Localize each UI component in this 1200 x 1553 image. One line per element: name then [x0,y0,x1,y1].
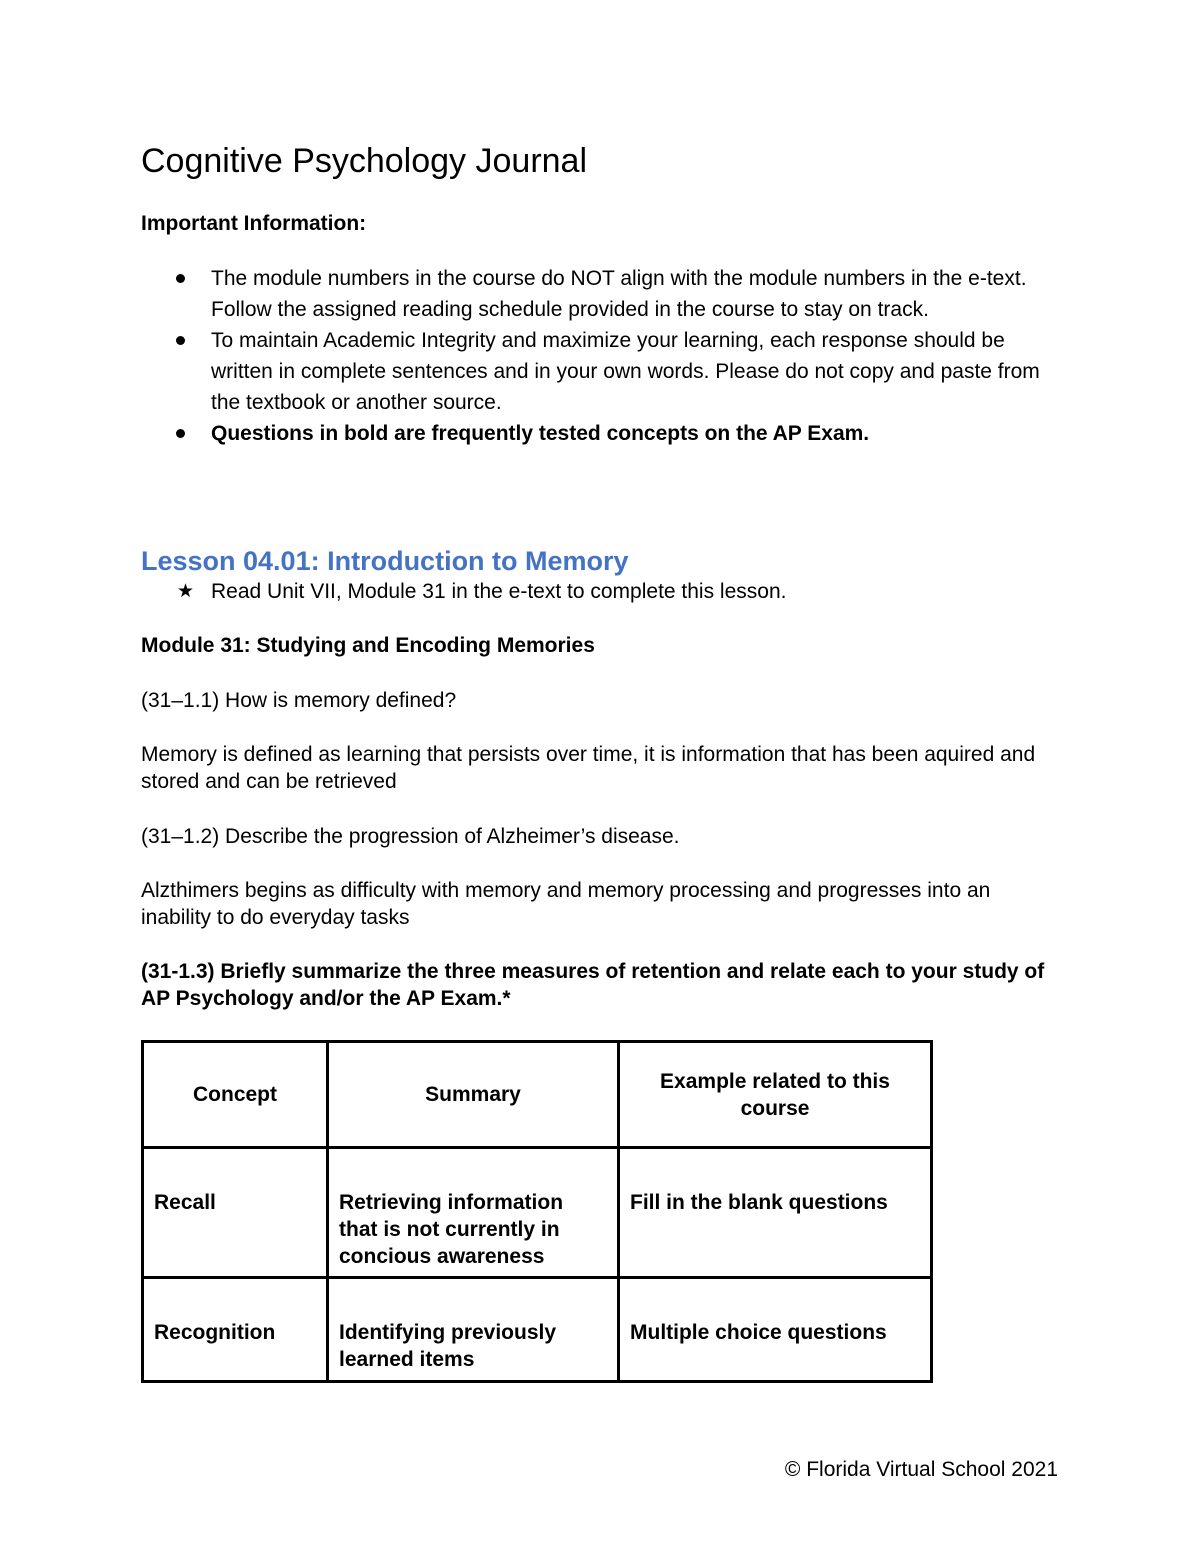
table-header-cell: Concept [143,1042,328,1148]
table-cell: Fill in the blank questions [619,1148,932,1278]
bullet-text: Questions in bold are frequently tested concepts on the AP Exam. [211,422,870,445]
question-answer-1: Memory is defined as learning that persists over time, it is information that has been aquired and stored and can be retrieved [141,743,1036,793]
table-cell: Retrieving information that is not currently in concious awareness [328,1148,619,1278]
table-header-cell: Summary [328,1042,619,1148]
question-prompt-2: (31–1.2) Describe the progression of Alzheimer’s disease. [141,825,680,848]
bullet-icon [176,274,185,283]
question-answer-2: Alzthimers begins as difficulty with memory and memory processing and progresses into an inability to do everyday tasks [141,879,991,929]
table-header-cell: Example related to this course [619,1042,932,1148]
table-cell: Recognition [143,1278,328,1382]
list-item [141,263,1061,325]
star-icon: ★ [177,581,195,602]
reading-note [141,578,786,606]
module-title: Module 31: Studying and Encoding Memories [141,634,595,657]
page-title: Cognitive Psychology Journal [141,142,588,180]
lesson-heading: Lesson 04.01: Introduction to Memory [141,546,629,576]
bullet-icon [176,336,185,345]
question-prompt-3: (31-1.3) Briefly summarize the three measures of retention and relate each to your study of AP Psychology and/or the AP Exam.* [141,960,1045,1010]
list-item [141,418,1061,449]
question-prompt-1: (31–1.1) How is memory defined? [141,689,457,712]
important-info-list [141,263,1061,449]
table-row [143,1148,932,1278]
table-header-row [143,1042,932,1148]
table-cell: Identifying previously learned items [328,1278,619,1382]
table-cell: Recall [143,1148,328,1278]
bullet-icon [176,429,185,438]
list-item [141,325,1061,418]
reading-note-text: Read Unit VII, Module 31 in the e-text to complete this lesson. [211,580,787,603]
table-cell: Multiple choice questions [619,1278,932,1382]
bullet-text: To maintain Academic Integrity and maximize your learning, each response should be written in complete sentences and in your own words. Please do not copy and paste from the textbook or another source. [211,329,1040,414]
table-row [143,1278,932,1382]
important-info-label: Important Information: [141,212,367,235]
retention-table [141,1040,933,1383]
bullet-text: The module numbers in the course do NOT align with the module numbers in the e-text. Follow the assigned reading schedule provided in the course to stay on track. [211,267,1027,321]
copyright-footer: © Florida Virtual School 2021 [784,1458,1058,1481]
